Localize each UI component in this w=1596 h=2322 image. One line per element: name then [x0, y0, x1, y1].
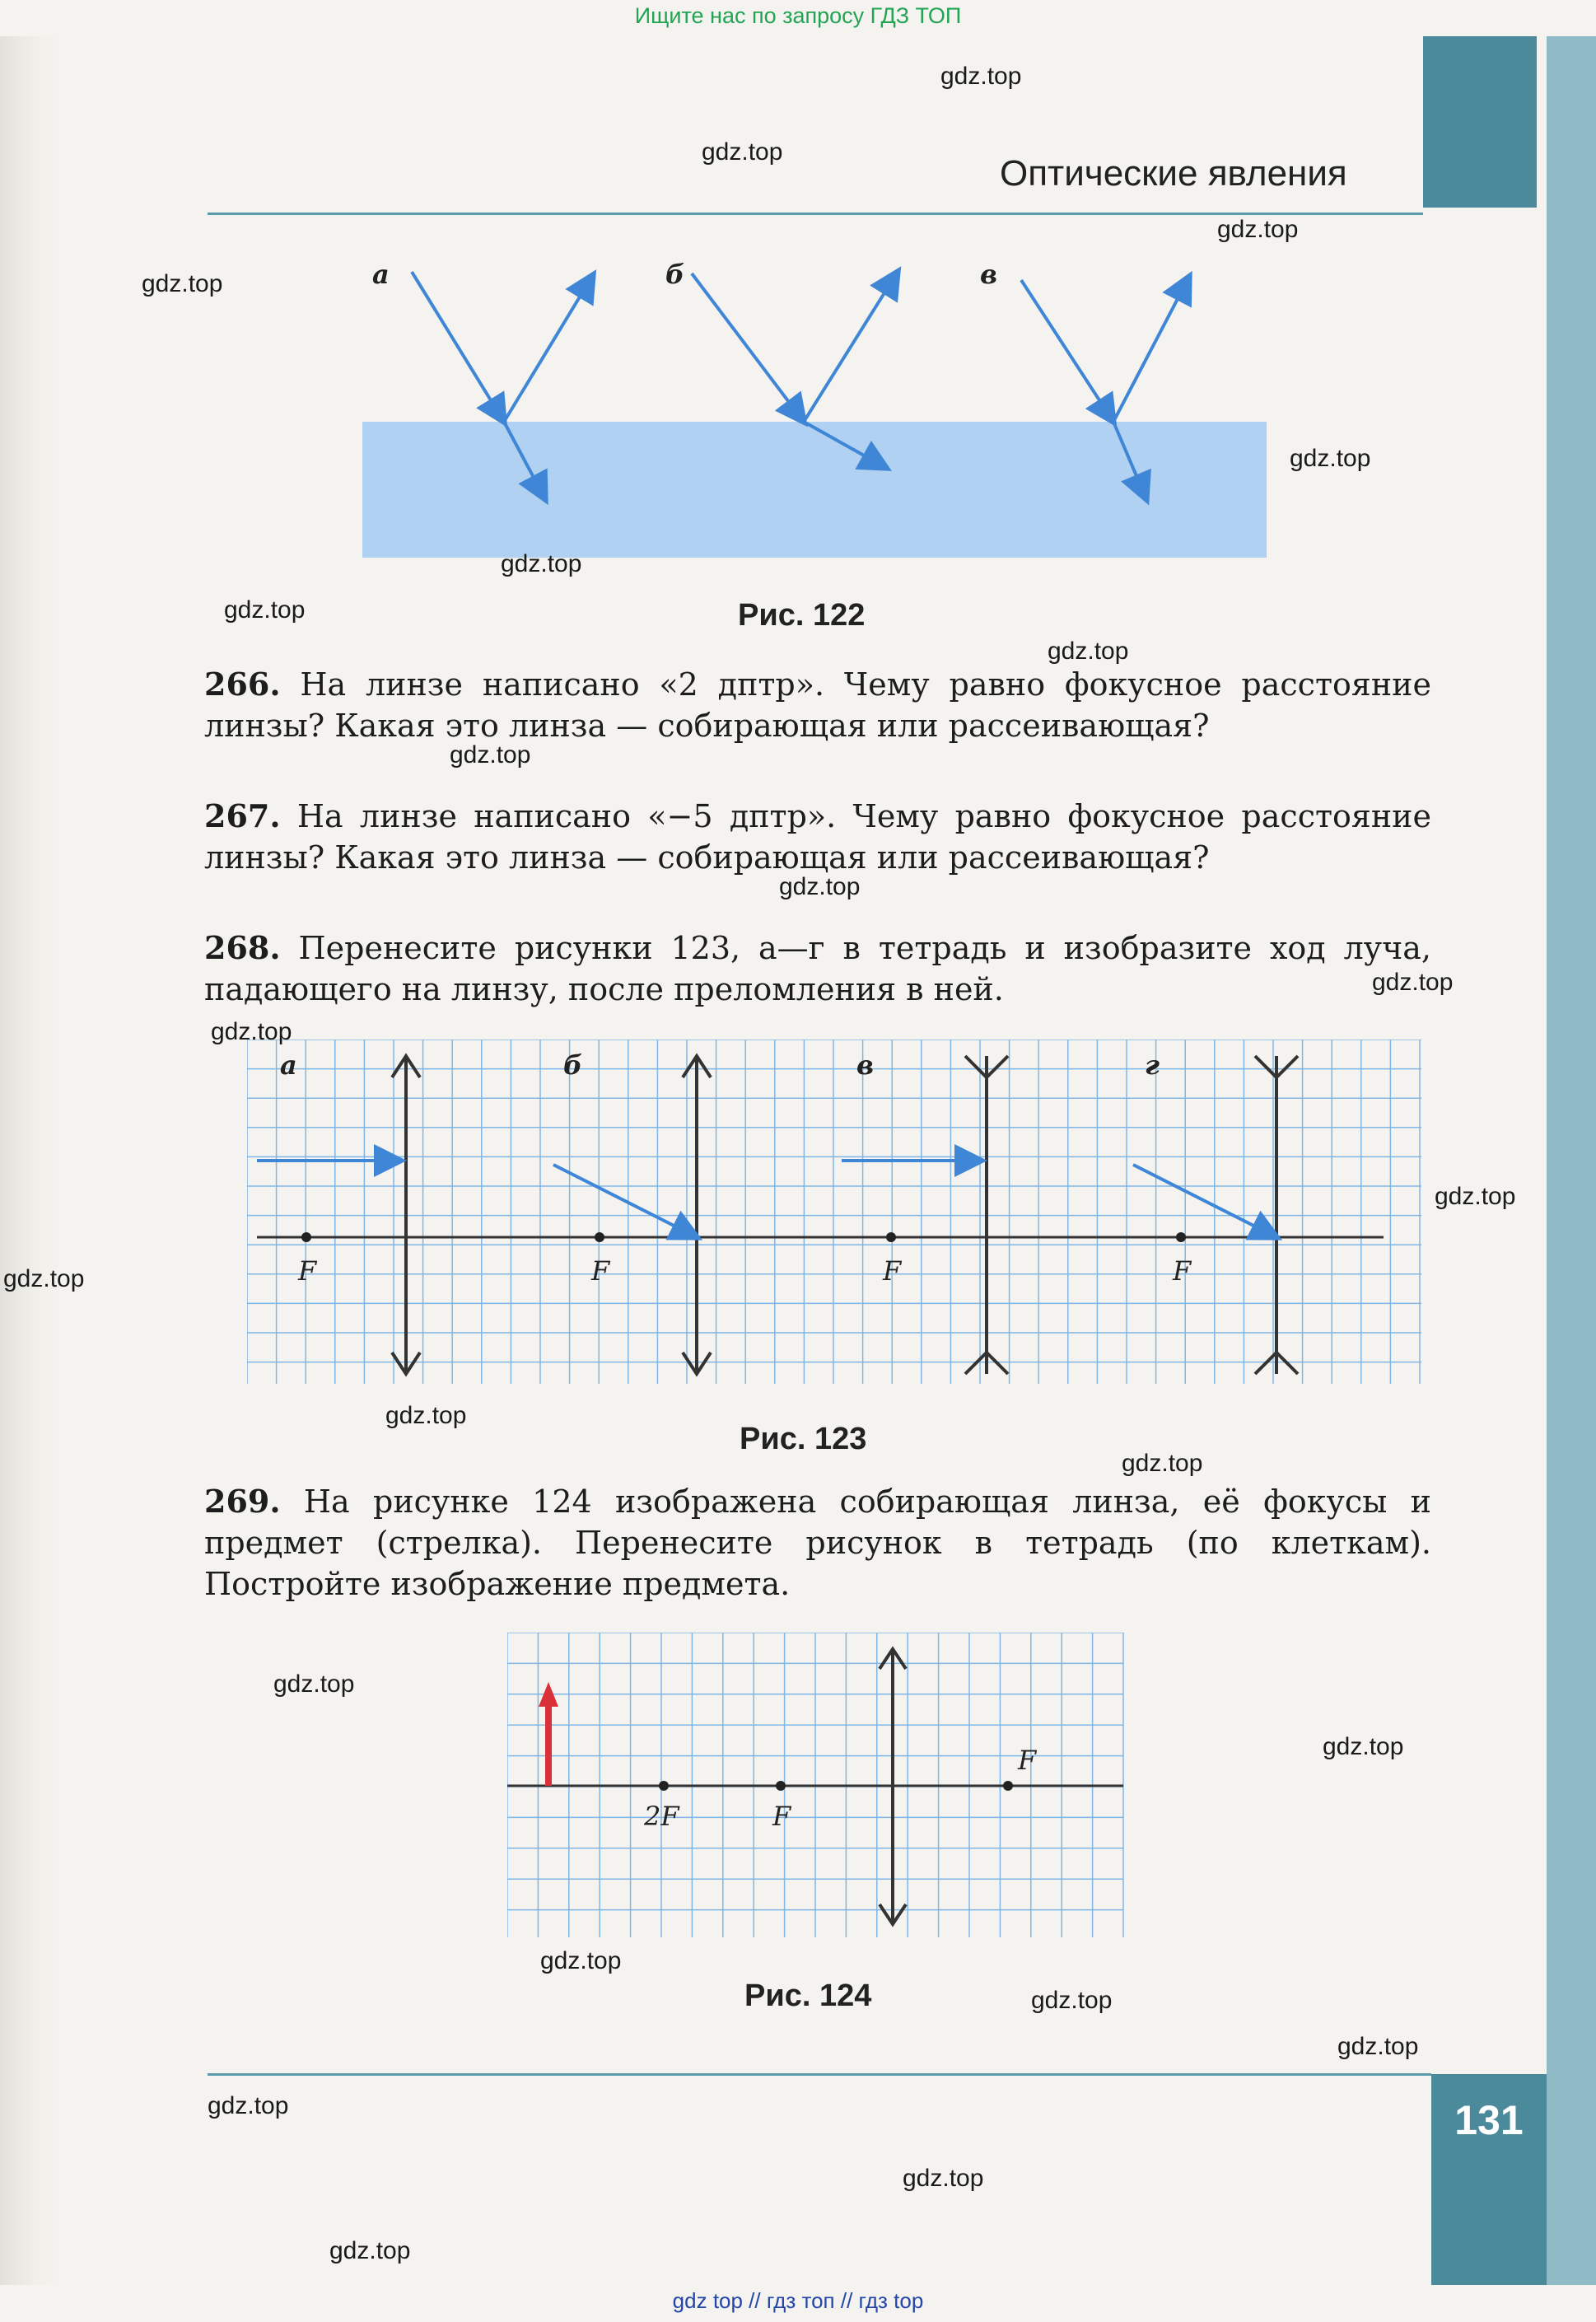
fig123-label-b: б — [563, 1049, 583, 1081]
task-text: На линзе написано «2 дптр». Чему равно фокусное расстояние линзы? Какая это линза — собирающая или рассеивающая? — [204, 666, 1431, 744]
fig123v-focus-label: F — [883, 1255, 902, 1287]
glass-plate — [362, 422, 1267, 558]
fig124-f-left-label: F — [772, 1801, 791, 1832]
fig123-grid — [247, 1040, 1421, 1384]
watermark: gdz.top — [329, 2237, 411, 2264]
fig123g-focus-point — [1176, 1232, 1186, 1242]
watermark: gdz.top — [702, 138, 783, 166]
fig122v-reflected-ray — [1113, 277, 1189, 422]
fig123g-ray — [1133, 1165, 1276, 1237]
watermark: gdz.top — [142, 270, 223, 297]
figure-122 — [329, 247, 1301, 593]
watermark: gdz.top — [903, 2165, 984, 2192]
fig123v-focus-point — [886, 1232, 896, 1242]
watermark: gdz.top — [1217, 216, 1299, 243]
task-267 — [204, 796, 1431, 878]
bottom-links[interactable]: gdz top // гдз топ // гдз top — [672, 2288, 924, 2313]
fig122a-reflected-ray — [504, 275, 593, 422]
fig123-label-v: в — [856, 1049, 875, 1081]
fig123-label-a: а — [280, 1049, 297, 1081]
header-divider — [208, 213, 1423, 215]
header-tab — [1423, 36, 1537, 208]
fig122-label-b: б — [665, 259, 685, 290]
task-number: 269. — [204, 1483, 281, 1520]
watermark: gdz.top — [211, 1018, 292, 1045]
figure-123 — [247, 1040, 1426, 1392]
fig123-caption: Рис. 123 — [740, 1422, 867, 1456]
watermark: gdz.top — [3, 1265, 85, 1292]
task-text: Перенесите рисунки 123, а—г в тетрадь и изобразите ход луча, падающего на линзу, после преломления в ней. — [204, 930, 1431, 1007]
object-arrow — [539, 1682, 558, 1786]
watermark: gdz.top — [940, 63, 1022, 90]
fig123b-focus-point — [595, 1232, 604, 1242]
fig123g-focus-label: F — [1173, 1255, 1192, 1287]
fig124-f-left-point — [776, 1781, 786, 1791]
fig122-label-a: а — [372, 259, 390, 290]
fig122b-incident-ray — [692, 273, 804, 422]
right-edge-band — [1547, 36, 1596, 2285]
watermark: gdz.top — [208, 2092, 289, 2119]
fig123b-ray — [553, 1165, 697, 1237]
task-text: На линзе написано «−5 дптр». Чему равно фокусное расстояние линзы? Какая это линза — собирающая или рассеивающая? — [204, 798, 1431, 876]
fig122v-incident-ray — [1021, 280, 1113, 422]
fig124-caption: Рис. 124 — [744, 1979, 872, 2013]
watermark: gdz.top — [224, 596, 306, 624]
watermark: gdz.top — [1290, 445, 1371, 472]
figure-124 — [507, 1633, 1127, 1942]
watermark: gdz.top — [1337, 2033, 1419, 2060]
task-text: На рисунке 124 изображена собирающая линза, её фокусы и предмет (стрелка). Перенесите рисунок в тетрадь (по клеткам). Постройте изображение предмета. — [204, 1483, 1431, 1602]
task-number: 268. — [204, 929, 281, 966]
fig123b-focus-label: F — [591, 1255, 610, 1287]
fig123a-focus-point — [301, 1232, 311, 1242]
fig123a-focus-label: F — [298, 1255, 317, 1287]
fig122b-reflected-ray — [804, 272, 898, 422]
fig124-f-right-label: F — [1018, 1745, 1037, 1776]
watermark: gdz.top — [1048, 638, 1129, 665]
fig124-2f-point — [659, 1781, 669, 1791]
task-266 — [204, 664, 1431, 746]
fig124-2f-label: 2F — [644, 1801, 679, 1832]
watermark: gdz.top — [540, 1947, 622, 1974]
task-268 — [204, 927, 1431, 1010]
watermark: gdz.top — [273, 1670, 355, 1698]
watermark: gdz.top — [450, 741, 531, 769]
watermark: gdz.top — [385, 1402, 467, 1429]
section-title: Оптические явления — [1000, 153, 1347, 194]
watermark: gdz.top — [1372, 969, 1454, 996]
footer-divider — [208, 2073, 1431, 2076]
fig124-f-right-point — [1003, 1781, 1013, 1791]
watermark: gdz.top — [779, 873, 861, 900]
watermark: gdz.top — [1122, 1450, 1203, 1477]
fig122-caption: Рис. 122 — [738, 598, 866, 633]
task-269 — [204, 1481, 1431, 1605]
fig123-label-g: г — [1145, 1049, 1160, 1081]
watermark: gdz.top — [1031, 1987, 1113, 2014]
fig122-label-v: в — [980, 259, 998, 290]
watermark: gdz.top — [1435, 1183, 1516, 1210]
task-number: 266. — [204, 666, 281, 703]
page-binding-shadow — [0, 36, 59, 2285]
page-number: 131 — [1454, 2097, 1524, 2143]
fig122a-incident-ray — [412, 272, 504, 422]
top-link[interactable]: Ищите нас по запросу ГДЗ ТОП — [634, 3, 962, 28]
task-number: 267. — [204, 797, 281, 834]
watermark: gdz.top — [501, 550, 582, 577]
watermark: gdz.top — [1323, 1733, 1404, 1760]
